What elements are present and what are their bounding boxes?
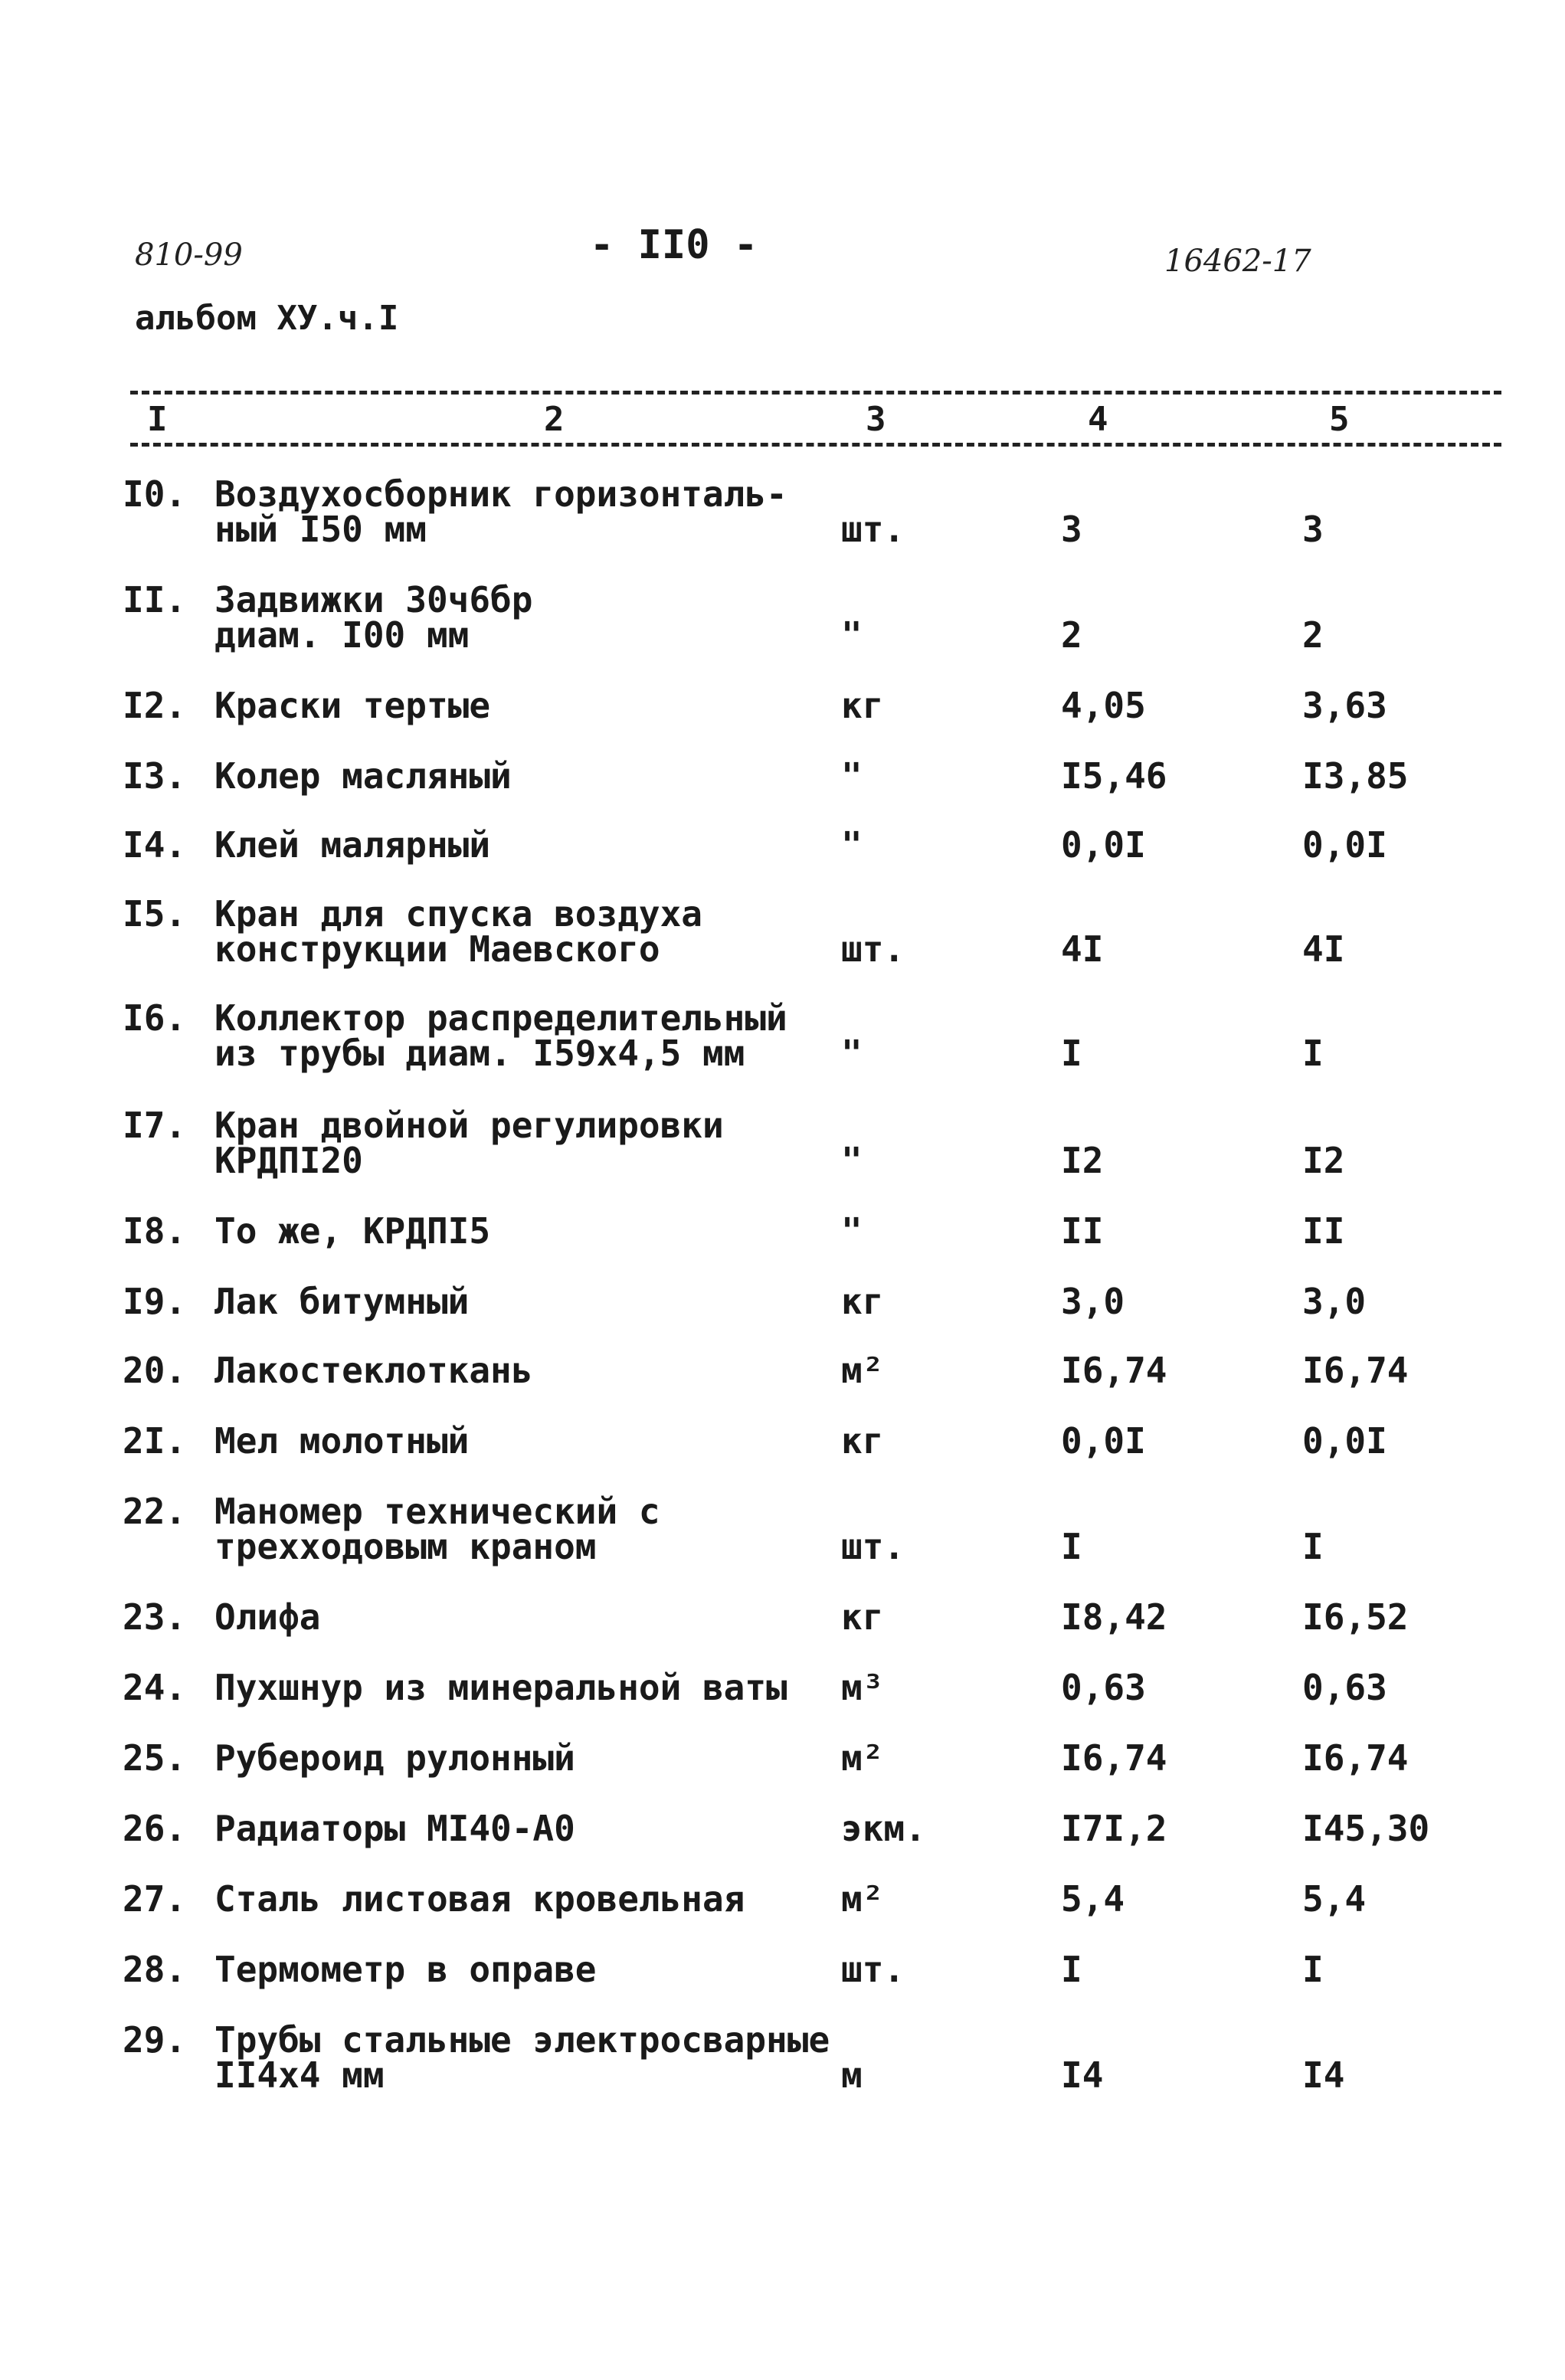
unit: шт. xyxy=(841,509,905,550)
item-name: Коллектор распределительный из трубы диам. I59х4,5 мм xyxy=(214,997,787,1074)
unit: шт. xyxy=(841,928,905,970)
quantity-col4: 3,0 xyxy=(1061,1281,1125,1322)
quantity-col5: 5,4 xyxy=(1302,1878,1367,1920)
row-number: 22. xyxy=(123,1491,187,1532)
row-number: 29. xyxy=(123,2019,187,2061)
quantity-col4: 2 xyxy=(1061,614,1082,656)
quantity-col4: I xyxy=(1061,1526,1082,1567)
unit: шт. xyxy=(841,1949,905,1990)
quantity-col5: I xyxy=(1302,1949,1324,1990)
item-name: Пухшнур из минеральной ваты xyxy=(214,1667,787,1708)
column-header-1: I xyxy=(147,400,168,439)
unit: " xyxy=(841,824,863,866)
row-number: I5. xyxy=(123,893,187,935)
quantity-col4: I6,74 xyxy=(1061,1737,1167,1779)
row-number: I9. xyxy=(123,1281,187,1322)
quantity-col5: I6,74 xyxy=(1302,1737,1409,1779)
row-number: 26. xyxy=(123,1808,187,1849)
unit: кг xyxy=(841,685,884,726)
item-name: То же, КРДПI5 xyxy=(214,1210,491,1252)
quantity-col5: 2 xyxy=(1302,614,1324,656)
item-name: Краски тертые xyxy=(214,685,491,726)
item-name: Олифа xyxy=(214,1596,321,1638)
item-name: Маномер технический с трехходовым краном xyxy=(214,1491,660,1567)
quantity-col4: I2 xyxy=(1061,1140,1104,1181)
quantity-col5: 3,63 xyxy=(1302,685,1387,726)
item-name: Воздухосборник горизонталь- ный I50 мм xyxy=(214,473,787,550)
album-label: альбом XУ.ч.I xyxy=(135,299,399,338)
item-name: Лак битумный xyxy=(214,1281,470,1322)
quantity-col4: I8,42 xyxy=(1061,1596,1167,1638)
row-number: II. xyxy=(123,579,187,620)
unit: экм. xyxy=(841,1808,926,1849)
quantity-col5: 3,0 xyxy=(1302,1281,1367,1322)
unit: " xyxy=(841,1033,863,1074)
quantity-col5: I6,74 xyxy=(1302,1350,1409,1391)
quantity-col5: I4 xyxy=(1302,2054,1345,2096)
quantity-col5: I xyxy=(1302,1033,1324,1074)
quantity-col4: I6,74 xyxy=(1061,1350,1167,1391)
row-number: I3. xyxy=(123,755,187,797)
quantity-col5: 0,63 xyxy=(1302,1667,1387,1708)
quantity-col5: I45,30 xyxy=(1302,1808,1430,1849)
unit: шт. xyxy=(841,1526,905,1567)
row-number: 23. xyxy=(123,1596,187,1638)
quantity-col4: I xyxy=(1061,1949,1082,1990)
quantity-col4: I4 xyxy=(1061,2054,1104,2096)
unit: кг xyxy=(841,1596,884,1638)
row-number: I8. xyxy=(123,1210,187,1252)
row-number: I6. xyxy=(123,997,187,1039)
quantity-col4: 0,0I xyxy=(1061,824,1146,866)
row-number: 20. xyxy=(123,1350,187,1391)
item-name: Мел молотный xyxy=(214,1420,470,1462)
row-number: I4. xyxy=(123,824,187,866)
quantity-col4: 0,0I xyxy=(1061,1420,1146,1462)
quantity-col4: I7I,2 xyxy=(1061,1808,1167,1849)
quantity-col5: I2 xyxy=(1302,1140,1345,1181)
quantity-col4: I xyxy=(1061,1033,1082,1074)
item-name: Трубы стальные электросварные II4х4 мм xyxy=(214,2019,830,2096)
row-number: 25. xyxy=(123,1737,187,1779)
unit: м³ xyxy=(841,1667,884,1708)
unit: " xyxy=(841,755,863,797)
quantity-col5: I3,85 xyxy=(1302,755,1409,797)
column-header-3: 3 xyxy=(866,400,886,439)
column-header-4: 4 xyxy=(1088,400,1108,439)
unit: кг xyxy=(841,1420,884,1462)
quantity-col5: 4I xyxy=(1302,928,1345,970)
quantity-col4: 5,4 xyxy=(1061,1878,1125,1920)
item-name: Радиаторы МI40-А0 xyxy=(214,1808,575,1849)
quantity-col5: 0,0I xyxy=(1302,1420,1387,1462)
quantity-col5: 3 xyxy=(1302,509,1324,550)
handwritten-code-left: 810-99 xyxy=(135,237,243,273)
unit: м xyxy=(841,2054,863,2096)
column-header-2: 2 xyxy=(544,400,565,439)
item-name: Сталь листовая кровельная xyxy=(214,1878,745,1920)
unit: " xyxy=(841,1140,863,1181)
quantity-col4: I5,46 xyxy=(1061,755,1167,797)
unit: м² xyxy=(841,1878,884,1920)
unit: кг xyxy=(841,1281,884,1322)
row-number: I2. xyxy=(123,685,187,726)
row-number: 28. xyxy=(123,1949,187,1990)
handwritten-code-right: 16462-17 xyxy=(1164,244,1311,279)
item-name: Рубероид рулонный xyxy=(214,1737,575,1779)
row-number: I7. xyxy=(123,1105,187,1146)
row-number: 27. xyxy=(123,1878,187,1920)
quantity-col4: II xyxy=(1061,1210,1104,1252)
unit: м² xyxy=(841,1350,884,1391)
quantity-col4: 3 xyxy=(1061,509,1082,550)
unit: м² xyxy=(841,1737,884,1779)
quantity-col4: 0,63 xyxy=(1061,1667,1146,1708)
page-number: - II0 - xyxy=(590,222,758,268)
quantity-col5: 0,0I xyxy=(1302,824,1387,866)
quantity-col5: I xyxy=(1302,1526,1324,1567)
unit: " xyxy=(841,614,863,656)
row-number: 2I. xyxy=(123,1420,187,1462)
quantity-col4: 4,05 xyxy=(1061,685,1146,726)
item-name: Лакостеклоткань xyxy=(214,1350,533,1391)
row-number: 24. xyxy=(123,1667,187,1708)
item-name: Колер масляный xyxy=(214,755,512,797)
quantity-col5: I6,52 xyxy=(1302,1596,1409,1638)
row-number: I0. xyxy=(123,473,187,515)
item-name: Кран для спуска воздуха конструкции Маевского xyxy=(214,893,702,970)
item-name: Термометр в оправе xyxy=(214,1949,597,1990)
item-name: Клей малярный xyxy=(214,824,491,866)
column-header-5: 5 xyxy=(1329,400,1350,439)
item-name: Задвижки 30ч6бр диам. I00 мм xyxy=(214,579,533,656)
quantity-col4: 4I xyxy=(1061,928,1104,970)
item-name: Кран двойной регулировки КРДПI20 xyxy=(214,1105,724,1181)
unit: " xyxy=(841,1210,863,1252)
quantity-col5: II xyxy=(1302,1210,1345,1252)
